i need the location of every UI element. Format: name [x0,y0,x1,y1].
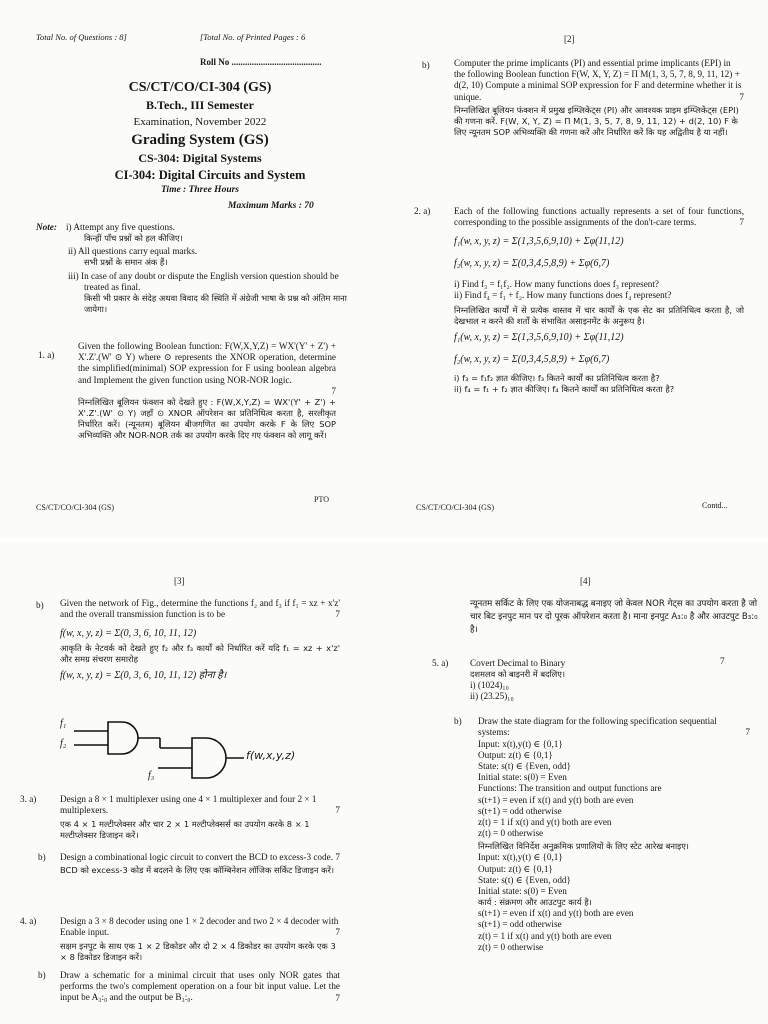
question-4b [60,970,340,1004]
spec-hi-line: z(t) = 1 if x(t) and y(t) both are even [478,930,612,941]
spec-line: z(t) = 1 if x(t) and y(t) both are even [478,817,612,828]
footer-code: CS/CT/CO/CI-304 (GS) [36,503,115,512]
spec-line: State: s(t) ∈ {Even, odd} [478,761,571,772]
roll-no: Roll No ........................................ [200,57,322,67]
page-2 [384,0,768,540]
total-questions: Total No. of Questions : 8] [36,32,127,42]
q1a-marks: 7 [331,385,336,396]
q1b-number: b) [422,60,430,70]
q1b-en: Computer the prime implicants (PI) and essential prime implicants (EPI) in the following Boolean function F(W, X, Y, Z) = Π M(1, 3, 5, 7, 8, 9, 11, 12) + d(2, 10) Compute a minimal SOP expression for F and determine whether it is unique. [454,58,742,102]
question-1a [78,341,336,441]
question-2b [60,598,340,683]
q3-number: 3. a) [20,794,37,804]
q2-number: 2. a) [414,206,431,216]
spec-hi-line: Initial state: s(0) = Even [478,886,567,897]
fig-label-output: f(w,x,y,z) [246,749,296,762]
q3b-marks: 7 [335,852,340,863]
q3b-en: Design a combinational logic circuit to convert the BCD to excess-3 code. [60,852,333,862]
q3a-hi: एक 4 × 1 मल्टीप्लेक्सर और चार 2 × 1 मल्टीप्लेक्सर्स का उपयोग करके 8 × 1 मल्टीप्लेक्सर डिजाइन करें। [60,818,310,840]
subject-ci: CI-304: Digital Circuits and System [114,168,306,182]
page-3 [0,540,384,1024]
q2a-f1-hi: f₁(w, x, y, z) = Σ(1,3,5,6,9,10) + Σφ(11,12) [454,332,624,344]
q5a-ii: ii) (23.25)₁₀ [470,691,514,702]
spec-line: Output: z(t) ∈ {0,1} [478,749,553,760]
spec-hi-line: z(t) = 0 otherwise [478,941,544,952]
question-1b [454,58,744,138]
q5a-en: Covert Decimal to Binary [470,658,566,668]
q5b-hi: निम्नलिखित विनिर्देश अनुक्रमिक प्रणालियों के लिए स्टेट आरेख बनाइए। [478,841,689,852]
paper-code: CS/CT/CO/CI-304 (GS) [128,80,272,95]
spec-line: s(t+1) = odd otherwise [478,805,562,816]
spec-line: s(t+1) = even if x(t) and y(t) both are even [478,794,634,805]
note-label: Note: [36,222,57,232]
spec-hi-line: कार्य : संक्रमण और आउटपुट कार्य है। [478,897,592,908]
q3b-number: b) [38,852,46,862]
page-number: [4] [580,576,591,586]
page-separator [0,538,768,542]
q2a-i-hi: i) f₃ = f₁f₂ ज्ञात कीजिए। f₃ कितने कार्यों का प्रतिनिधित्व करता है? [454,373,660,384]
q1a-hi: निम्नलिखित बूलियन फंक्शन को देखते हुए : F(W,X,Y,Z) = WX'(Y' + Z') + X'.Z'.(W' ⊙ Y) जहाँ ⊙ XNOR ऑपरेशन का प्रतिनिधित्व करता है, सरलीकृत निर्धारित करें। (न्यूनतम) बूलियन बीजगणित का उपयोग करके F के लिए SOP अभिव्यक्ति और NOR-NOR तर्क का उपयोग करके दिए गए फंक्शन को लागू करें। [78,397,336,441]
page-1 [0,0,384,540]
note-i-en: i) Attempt any five questions. [66,222,175,232]
question-5a [470,658,730,703]
q4b-hindi-continued: न्यूनतम सर्किट के लिए एक योजनाबद्ध बनाइए जो केवल NOR गेट्स का उपयोग करता है जो चार बिट इनपुट मान पर दो पूरक ऑपरेशन करता है। माना इनपुट A₃:₀ है और आउटपुट B₃:₀ है। [470,599,758,635]
note-iii-en: iii) In case of any doubt or dispute the English version question should be treated as final. [68,271,339,293]
spec-line: z(t) = 0 otherwise [478,828,544,839]
q1b-hi: निम्नलिखित बूलियन फंक्शन में प्रमुख इम्प्लिकेंट्स (PI) और आवश्यक प्राइम इम्प्लिकेंट्स (EPI) की गणना करें. F(W, X, Y, Z) = Π M(1, 3, 5, 7, 8, 9, 11, 12) + d(2, 10) F के लिए न्यूनतम SOP अभिव्यक्ति की गणना करें और निर्धारित करें कि यह अद्वितीय है या नहीं। [454,105,739,138]
q3a-marks: 7 [335,805,340,816]
footer-contd: Contd... [702,501,728,510]
q2b-function: f(w, x, y, z) = Σ(0, 3, 6, 10, 11, 12) [60,627,197,639]
course: B.Tech., III Semester [146,98,254,112]
fig-label-f3: f₃ [148,770,155,781]
time: Time : Three Hours [160,185,240,195]
spec-hi-line: s(t+1) = odd otherwise [478,919,562,930]
note-iii-hi: किसी भी प्रकार के संदेह अथवा विवाद की स्थिति में अंग्रेजी भाषा के प्रश्न को अंतिम माना जायेगा। [84,293,347,315]
exam: Examination, November 2022 [133,116,267,128]
q4-number: 4. a) [20,916,37,926]
fig-label-f2: f₂ [60,738,67,749]
q2a-i: i) Find f₃ = f₁f₂. How many functions does f₃ represent? [454,278,660,289]
q4b-marks: 7 [335,992,340,1003]
q2b-hi: आकृति के नेटवर्क को देखते हुए f₂ और f₃ कार्यों को निर्धारित करें यदि f₁ = xz + x'z' और समग्र संचरण समारोह [60,642,340,664]
q2a-f1: f₁(w, x, y, z) = Σ(1,3,5,6,9,10) + Σφ(11,12) [454,235,624,247]
question-3b [60,852,340,876]
q2a-ii: ii) Find f₄ = f₁ + f₂. How many functions does f₄ represent? [454,289,672,300]
page-number: [2] [564,34,575,44]
spec-hi-line: Output: z(t) ∈ {0,1} [478,863,553,874]
q2a-f2: f₂(w, x, y, z) = Σ(0,3,4,5,8,9) + Σφ(6,7) [454,257,610,269]
q2a-f2-hi: f₂(w, x, y, z) = Σ(0,3,4,5,8,9) + Σφ(6,7) [454,354,610,366]
q4b-number: b) [38,970,46,980]
q4a-en: Design a 3 × 8 decoder using one 1 × 2 decoder and two 2 × 4 decoder with Enable input. [60,916,339,938]
subject-cs: CS-304: Digital Systems [138,151,262,165]
spec-hi-line: s(t+1) = even if x(t) and y(t) both are even [478,908,634,919]
max-marks: Maximum Marks : 70 [228,201,314,211]
printed-pages: [Total No. of Printed Pages : 6 [200,32,306,42]
q2a-ii-hi: ii) f₄ = f₁ + f₂ ज्ञात कीजिए। f₄ कितने कार्यों का प्रतिनिधित्व करता है? [454,384,675,395]
grading-system: Grading System (GS) [131,132,269,148]
q3b-hi: BCD को excess-3 कोड में बदलने के लिए एक कॉम्बिनेशन लॉजिक सर्किट डिजाइन करें। [60,865,335,876]
q4b-en: Draw a schematic for a minimal circuit that uses only NOR gates that performs the two's complement operation on a four bit input value. Let the input be A₃:₀ and the output be B₃:₀. [60,970,340,1003]
spec-line: Functions: The transition and output functions are [478,783,662,794]
q5a-hi: दशमलव को बाइनरी में बदलिए। [470,669,566,680]
spec-line: Initial state: s(0) = Even [478,772,567,783]
footer-pto: PTO [314,495,329,504]
q5a-marks: 7 [720,656,725,666]
spec-hi-line: Input: x(t),y(t) ∈ {0,1} [478,852,563,863]
q1b-marks: 7 [739,91,744,102]
q5a-i: i) (1024)₁₀ [470,680,509,691]
q2b-number: b) [36,600,44,610]
question-5b [478,716,750,953]
note-i [66,222,356,244]
q1-number: 1. a) [38,350,55,360]
gate-network-figure [60,716,320,786]
question-4a [60,916,340,963]
q5-number: 5. a) [432,658,449,668]
question-3a [60,794,340,841]
page-number: [3] [174,576,185,586]
q4a-marks: 7 [335,927,340,938]
note-ii-hi: सभी प्रश्नों के समान अंक हैं। [84,257,168,268]
q2b-en: Given the network of Fig., determine the functions f₂ and f₃ if f₁ = xz + x'z' and the overall transmission function is to be [60,598,340,620]
spec-hi-line: State: s(t) ∈ {Even, odd} [478,874,571,885]
q2a-marks: 7 [739,217,744,228]
q5b-en: Draw the state diagram for the following specification sequential systems: [478,716,717,738]
q2b-marks: 7 [335,609,340,620]
page-4 [384,540,768,1024]
q2a-hi: निम्नलिखित कार्यों में से प्रत्येक वास्तव में चार कार्यों के एक सेट का प्रतिनिधित्व करता है, जो देखभाल न करने की शर्तों के संभावित असाइनमेंट के अनुरूप है। [454,305,744,327]
question-2a [454,206,744,395]
q1a-en: Given the following Boolean function: F(W,X,Y,Z) = WX'(Y' + Z') + X'.Z'.(W' ⊙ Y) where ⊙ represents the XNOR operation, determine the simplified(minimal) SOP expression for F using boolean algebra and Implement the given function using NOR-NOR logic. [78,341,336,385]
footer-code: CS/CT/CO/CI-304 (GS) [416,503,495,512]
fig-label-f1: f₁ [60,718,67,729]
note-iii [68,271,354,315]
q5b-number: b) [454,716,462,726]
q4a-hi: सक्षम इनपुट के साथ एक 1 × 2 डिकोडर और दो 2 × 4 डिकोडर का उपयोग करके एक 3 × 8 डिकोडर डिजाइन करें। [60,940,336,962]
q2a-en: Each of the following functions actually represents a set of four functions, corresponding to the possible assignments of the don't-care terms. [454,206,744,228]
note-ii-en: ii) All questions carry equal marks. [68,246,198,256]
spec-line: Input: x(t),y(t) ∈ {0,1} [478,738,563,749]
note-i-hi: किन्हीं पाँच प्रश्नों को हल कीजिए। [84,233,183,244]
q2b-function-hi: f(w, x, y, z) = Σ(0, 3, 6, 10, 11, 12) होना है। [60,669,227,681]
note-ii [68,246,358,268]
q5b-marks: 7 [745,727,750,738]
q3a-en: Design a 8 × 1 multiplexer using one 4 × 1 multiplexer and four 2 × 1 multiplexers. [60,794,317,816]
